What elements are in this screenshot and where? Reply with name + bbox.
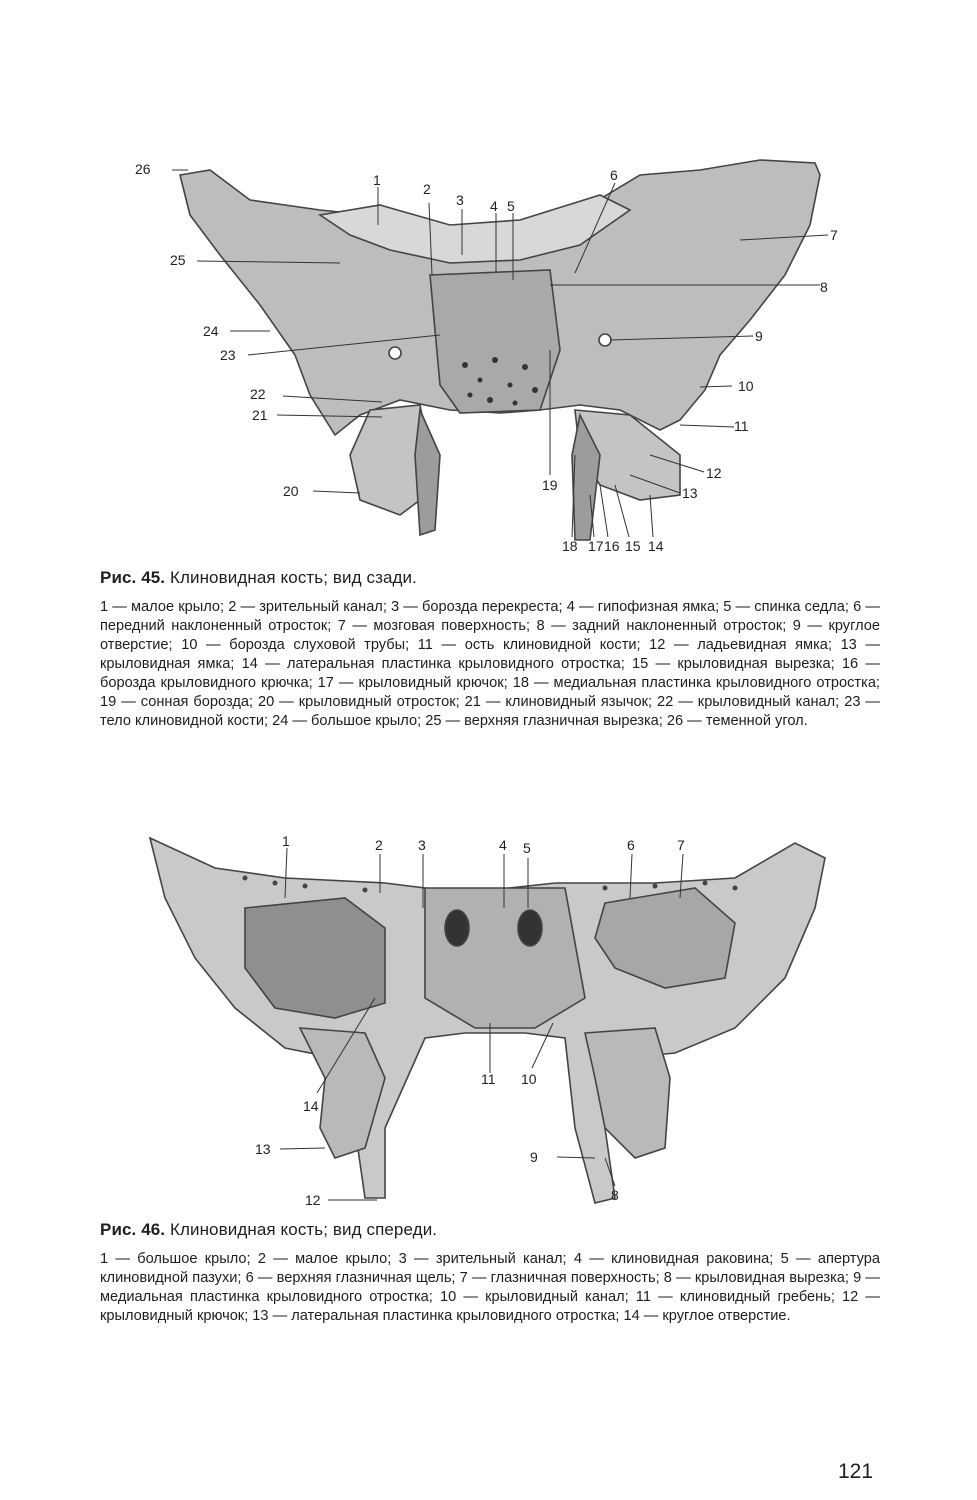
fig46-label-14: 14 xyxy=(303,1098,319,1114)
bone-drawing xyxy=(150,838,825,1203)
fig46-label-10: 10 xyxy=(521,1071,537,1087)
page-number: 121 xyxy=(838,1460,874,1483)
figure-46-illustration xyxy=(135,828,855,1213)
figure-46-caption-title xyxy=(100,1220,880,1240)
bone-drawing xyxy=(180,160,820,540)
fig45-label-14: 14 xyxy=(648,538,664,554)
fig46-label-4: 4 xyxy=(499,837,507,853)
fig46-label-13: 13 xyxy=(255,1141,271,1157)
fig45-label-3: 3 xyxy=(456,192,464,208)
fig46-label-11: 11 xyxy=(481,1071,496,1087)
fig45-label-8: 8 xyxy=(820,279,828,295)
figure-45-title: Клиновидная кость; вид сзади. xyxy=(169,568,417,587)
figure-45-legend: 1 — малое крыло; 2 — зрительный канал; 3 — борозда перекреста; 4 — гипофизная ямка; 5 — спинка седла; 6 — передний наклоненный отросток; 7 — мозговая поверхность; 8 — задний наклоненный отросток; 9 — круглое отверстие; 10 — борозда слуховой трубы; 11 — ость клиновидной кости; 12 — ладьевидная ямка; 13 — крыловидная ямка; 14 — латеральная пластинка крыловидного отростка; 15 — крыловидная вырезка; 16 — борозда крыловидного крючка; 17 — крыловидный крючок; 18 — медиальная пластинка крыловидного отростка; 19 — сонная борозда; 20 — крыловидный отросток; 21 — клиновидный язычок; 22 — крыловидный канал; 23 — тело клиновидной кости; 24 — большое крыло; 25 — верхняя глазничная вырезка; 26 — теменной угол. xyxy=(100,599,880,729)
fig45-label-4: 4 xyxy=(490,198,498,214)
fig45-label-20: 20 xyxy=(283,483,299,499)
fig45-label-15: 15 xyxy=(625,538,641,554)
fig45-label-21: 21 xyxy=(252,407,268,423)
fig46-label-2: 2 xyxy=(375,837,383,853)
fig45-label-23: 23 xyxy=(220,347,236,363)
fig45-label-17: 17 xyxy=(588,538,604,554)
figure-46-title: Клиновидная кость; вид спереди. xyxy=(169,1220,438,1239)
sphenoid-bone-posterior-view xyxy=(120,155,860,560)
fig45-label-9: 9 xyxy=(755,328,763,344)
figure-45-caption-title xyxy=(100,568,880,588)
fig45-label-1: 1 xyxy=(373,172,381,188)
fig45-label-11: 11 xyxy=(734,418,749,434)
fig45-label-6: 6 xyxy=(610,167,618,183)
sphenoid-bone-anterior-view xyxy=(135,828,855,1213)
figure-46-caption xyxy=(100,1220,880,1326)
fig45-label-12: 12 xyxy=(706,465,722,481)
figure-45-number: Рис. 45. xyxy=(100,568,166,587)
fig45-label-7: 7 xyxy=(830,227,838,243)
fig45-label-22: 22 xyxy=(250,386,266,402)
fig45-label-18: 18 xyxy=(562,538,578,554)
figure-46-number: Рис. 46. xyxy=(100,1220,166,1239)
fig45-label-26: 26 xyxy=(135,161,151,177)
fig45-label-16: 16 xyxy=(604,538,620,554)
fig46-label-8: 8 xyxy=(611,1187,619,1203)
fig45-label-24: 24 xyxy=(203,323,219,339)
fig46-label-12: 12 xyxy=(305,1192,321,1208)
fig45-label-2: 2 xyxy=(423,181,431,197)
fig45-label-10: 10 xyxy=(738,378,754,394)
fig45-label-19: 19 xyxy=(542,477,558,493)
fig45-label-25: 25 xyxy=(170,252,186,268)
figure-45-illustration xyxy=(120,155,860,560)
figure-46-legend: 1 — большое крыло; 2 — малое крыло; 3 — зрительный канал; 4 — клиновидная раковина; 5 — апертура клиновидной пазухи; 6 — верхняя глазничная щель; 7 — глазничная поверхность; 8 — крыловидная вырезка; 9 — медиальная пластинка крыловидного отростка; 10 — крыловидный канал; 11 — клиновидный гребень; 12 — крыловидный крючок; 13 — латеральная пластинка крыловидного отростка; 14 — круглое отверстие. xyxy=(100,1251,880,1324)
fig45-label-5: 5 xyxy=(507,198,515,214)
fig46-label-1: 1 xyxy=(282,833,290,849)
fig46-label-9: 9 xyxy=(530,1149,538,1165)
fig46-label-6: 6 xyxy=(627,837,635,853)
fig46-label-5: 5 xyxy=(523,840,531,856)
fig46-label-7: 7 xyxy=(677,837,685,853)
fig45-label-13: 13 xyxy=(682,485,698,501)
figure-45-caption xyxy=(100,568,880,731)
fig46-label-3: 3 xyxy=(418,837,426,853)
